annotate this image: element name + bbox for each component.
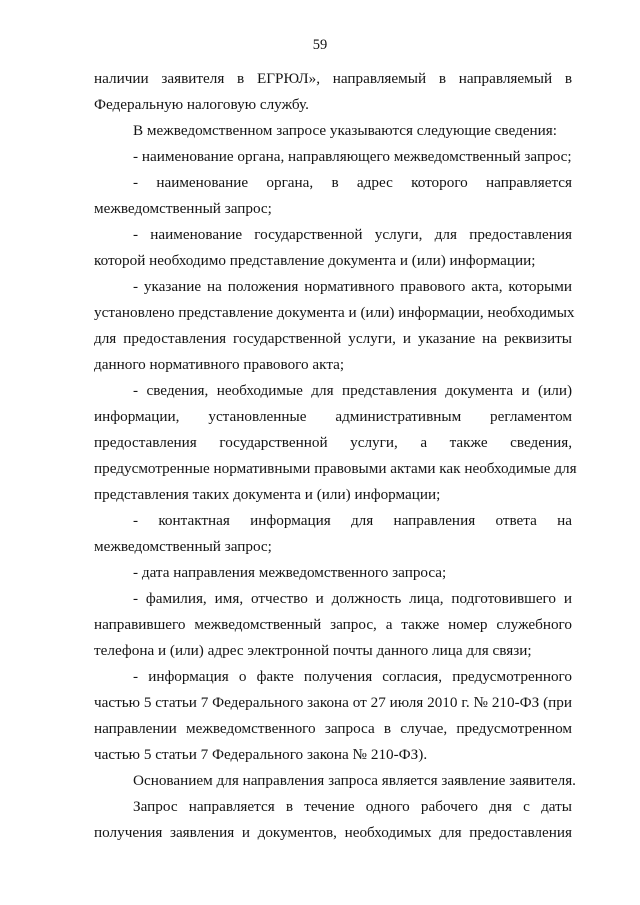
text-line: межведомственный запрос; bbox=[94, 538, 272, 555]
text-line: данного нормативного правового акта; bbox=[94, 356, 345, 373]
text-line: Федеральную налоговую службу. bbox=[94, 96, 309, 113]
text-line: предоставления государственной услуги, а также сведения, bbox=[94, 434, 572, 451]
text-line: Основанием для направления запроса является заявление заявителя. bbox=[133, 772, 576, 789]
text-line: информации, установленные административным регламентом bbox=[94, 408, 572, 425]
page-number: 59 bbox=[312, 37, 328, 53]
text-line: - фамилия, имя, отчество и должность лица, подготовившего и bbox=[133, 590, 572, 607]
text-line: для предоставления государственной услуги, и указание на реквизиты bbox=[94, 330, 572, 347]
text-line: представления таких документа и (или) информации; bbox=[94, 486, 441, 503]
text-line: - дата направления межведомственного запроса; bbox=[133, 564, 447, 581]
text-line: телефона и (или) адрес электронной почты данного лица для связи; bbox=[94, 642, 532, 659]
text-line: Запрос направляется в течение одного рабочего дня с даты bbox=[133, 798, 572, 815]
text-line: - сведения, необходимые для представления документа и (или) bbox=[133, 382, 572, 399]
text-line: получения заявления и документов, необходимых для предоставления bbox=[94, 824, 572, 841]
text-line: частью 5 статьи 7 Федерального закона от 27 июля 2010 г. № 210-ФЗ (при bbox=[94, 694, 572, 711]
text-line: - контактная информация для направления ответа на bbox=[133, 512, 572, 529]
text-line: установлено представление документа и (или) информации, необходимых bbox=[94, 304, 575, 321]
text-line: межведомственный запрос; bbox=[94, 200, 272, 217]
text-line: - указание на положения нормативного правового акта, которыми bbox=[133, 278, 572, 295]
text-line: предусмотренные нормативными правовыми актами как необходимые для bbox=[94, 460, 577, 477]
text-line: - информация о факте получения согласия, предусмотренного bbox=[133, 668, 572, 685]
text-line: направившего межведомственный запрос, а также номер служебного bbox=[94, 616, 572, 633]
text-line: - наименование органа, направляющего межведомственный запрос; bbox=[133, 148, 572, 165]
text-line: наличии заявителя в ЕГРЮЛ», направляемый в направляемый в bbox=[94, 70, 572, 87]
text-line: - наименование государственной услуги, для предоставления bbox=[133, 226, 572, 243]
text-line: частью 5 статьи 7 Федерального закона № 210-ФЗ). bbox=[94, 746, 428, 763]
text-line: - наименование органа, в адрес которого направляется bbox=[133, 174, 572, 191]
text-line: В межведомственном запросе указываются следующие сведения: bbox=[133, 122, 557, 139]
text-line: направлении межведомственного запроса в случае, предусмотренном bbox=[94, 720, 572, 737]
text-line: которой необходимо представление документа и (или) информации; bbox=[94, 252, 536, 269]
